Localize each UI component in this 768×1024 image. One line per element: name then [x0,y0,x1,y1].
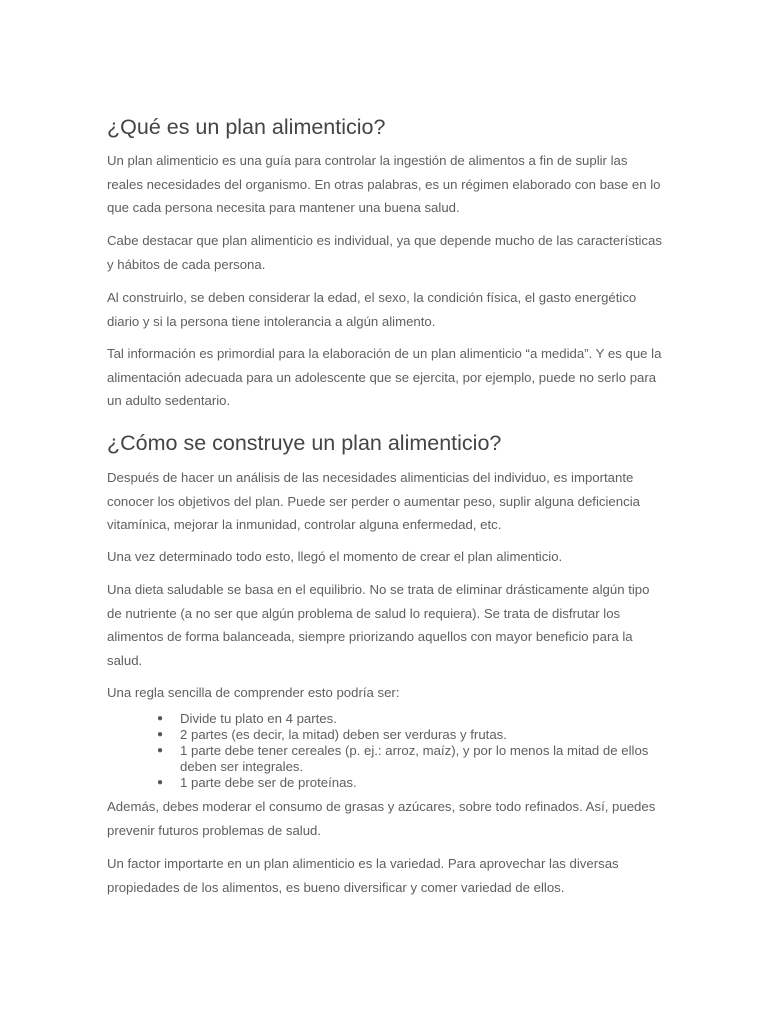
list-item: ● 1 parte debe tener cereales (p. ej.: arroz, maíz), y por lo menos la mitad de ellos deben ser integrales. [157,743,649,774]
paragraph: Una dieta saludable se basa en el equilibrio. No se trata de eliminar drásticamente algún tipo de nutriente (a no ser que algún problema de salud lo requiera). Se trata de disfrutar los alimentos de forma balanceada, siempre priorizando aquellos con mayor beneficio para la salud. [107,582,650,668]
bullet-icon: ● [157,713,164,724]
paragraph: Una regla sencilla de comprender esto podría ser: [107,685,400,700]
section-heading-que-es: ¿Qué es un plan alimenticio? [107,115,386,139]
paragraph: Una vez determinado todo esto, llegó el momento de crear el plan alimenticio. [107,549,563,564]
section-heading-como-se-construye: ¿Cómo se construye un plan alimenticio? [107,431,502,455]
bullet-icon: ● [157,729,164,740]
list-item: ● 1 parte debe ser de proteínas. [157,775,357,790]
paragraph: Un plan alimenticio es una guía para controlar la ingestión de alimentos a fin de suplir las reales necesidades del organismo. En otras palabras, es un régimen elaborado con base en lo que cada persona necesita para mantener una buena salud. [107,153,661,215]
paragraph: Además, debes moderar el consumo de grasas y azúcares, sobre todo refinados. Así, puedes prevenir futuros problemas de salud. [107,799,656,838]
paragraph: Tal información es primordial para la elaboración de un plan alimenticio “a medida”. Y es que la alimentación adecuada para un adolescente que se ejercita, por ejemplo, puede no serlo para un adulto sedentario. [107,346,662,408]
bullet-icon: ● [157,745,164,756]
list-item: ● 2 partes (es decir, la mitad) deben ser verduras y frutas. [157,727,507,742]
paragraph: Al construirlo, se deben considerar la edad, el sexo, la condición física, el gasto energético diario y si la persona tiene intolerancia a algún alimento. [107,290,637,329]
bullet-icon: ● [157,777,164,788]
paragraph: Después de hacer un análisis de las necesidades alimenticias del individuo, es importante conocer los objetivos del plan. Puede ser perder o aumentar peso, suplir alguna deficiencia vitamínica, mejorar la inmunidad, controlar alguna enfermedad, etc. [107,470,640,532]
paragraph: Un factor importarte en un plan alimenticio es la variedad. Para aprovechar las diversas propiedades de los alimentos, es bueno diversificar y comer variedad de ellos. [107,856,619,895]
list-item: ● Divide tu plato en 4 partes. [157,711,337,726]
plate-rule-list [107,711,667,791]
paragraph: Cabe destacar que plan alimenticio es individual, ya que depende mucho de las características y hábitos de cada persona. [107,233,662,272]
